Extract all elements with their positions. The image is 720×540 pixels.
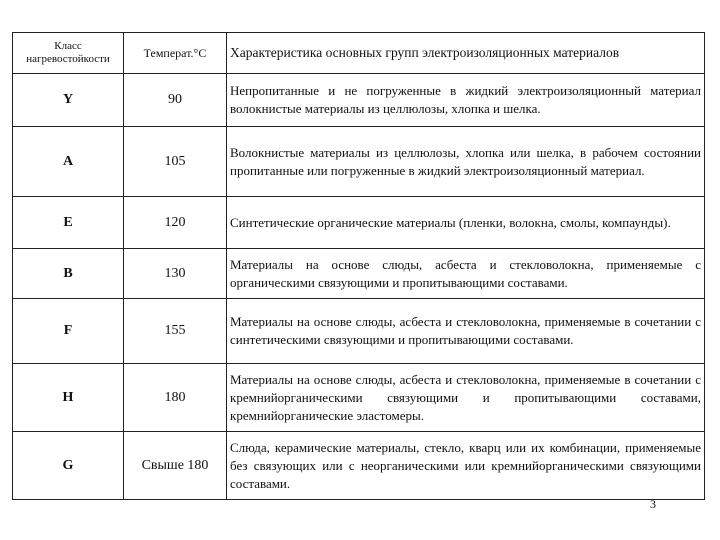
- cell-description: Непропитанные и не погруженные в жидкий электроизоляционный материал волокнистые материалы из целлюлозы, хлопка и шелка.: [227, 74, 705, 127]
- table-row: [13, 299, 705, 364]
- cell-class: F: [13, 299, 124, 364]
- table-row: [13, 432, 705, 500]
- header-heat-class: Класс нагревостойкости: [13, 33, 124, 74]
- cell-temperature: 120: [124, 197, 227, 249]
- cell-class: G: [13, 432, 124, 500]
- cell-description: Синтетические органические материалы (пленки, волокна, смолы, компаунды).: [227, 197, 705, 249]
- page-number: 3: [650, 497, 656, 511]
- insulation-classes-table: [12, 32, 705, 500]
- cell-class: E: [13, 197, 124, 249]
- table-row: [13, 127, 705, 197]
- cell-class: B: [13, 249, 124, 299]
- table-row: [13, 249, 705, 299]
- cell-description: Материалы на основе слюды, асбеста и стекловолокна, применяемые в сочетании с кремнийорганическими связующими и пропитывающими составами, кремнийорганические эластомеры.: [227, 364, 705, 432]
- table-row: [13, 364, 705, 432]
- cell-temperature: 105: [124, 127, 227, 197]
- header-temperature: Температ.°С: [124, 33, 227, 74]
- cell-class: Y: [13, 74, 124, 127]
- header-description: Характеристика основных групп электроизоляционных материалов: [227, 33, 705, 74]
- table-header-row: [13, 33, 705, 74]
- cell-temperature: 130: [124, 249, 227, 299]
- cell-temperature: 180: [124, 364, 227, 432]
- table-row: [13, 197, 705, 249]
- cell-class: A: [13, 127, 124, 197]
- table-row: [13, 74, 705, 127]
- cell-temperature: 155: [124, 299, 227, 364]
- cell-description: Слюда, керамические материалы, стекло, кварц или их комбинации, применяемые без связующих или с неорганическими или кремнийорганическими связующими составами.: [227, 432, 705, 500]
- cell-description: Материалы на основе слюды, асбеста и стекловолокна, применяемые с органическими связующими и пропитывающими составами.: [227, 249, 705, 299]
- cell-description: Материалы на основе слюды, асбеста и стекловолокна, применяемые в сочетании с синтетическими связующими и пропитывающими составами.: [227, 299, 705, 364]
- cell-temperature: 90: [124, 74, 227, 127]
- cell-temperature: Свыше 180: [124, 432, 227, 500]
- cell-description: Волокнистые материалы из целлюлозы, хлопка или шелка, в рабочем состоянии пропитанные или погруженные в жидкий электроизоляционный материал.: [227, 127, 705, 197]
- cell-class: H: [13, 364, 124, 432]
